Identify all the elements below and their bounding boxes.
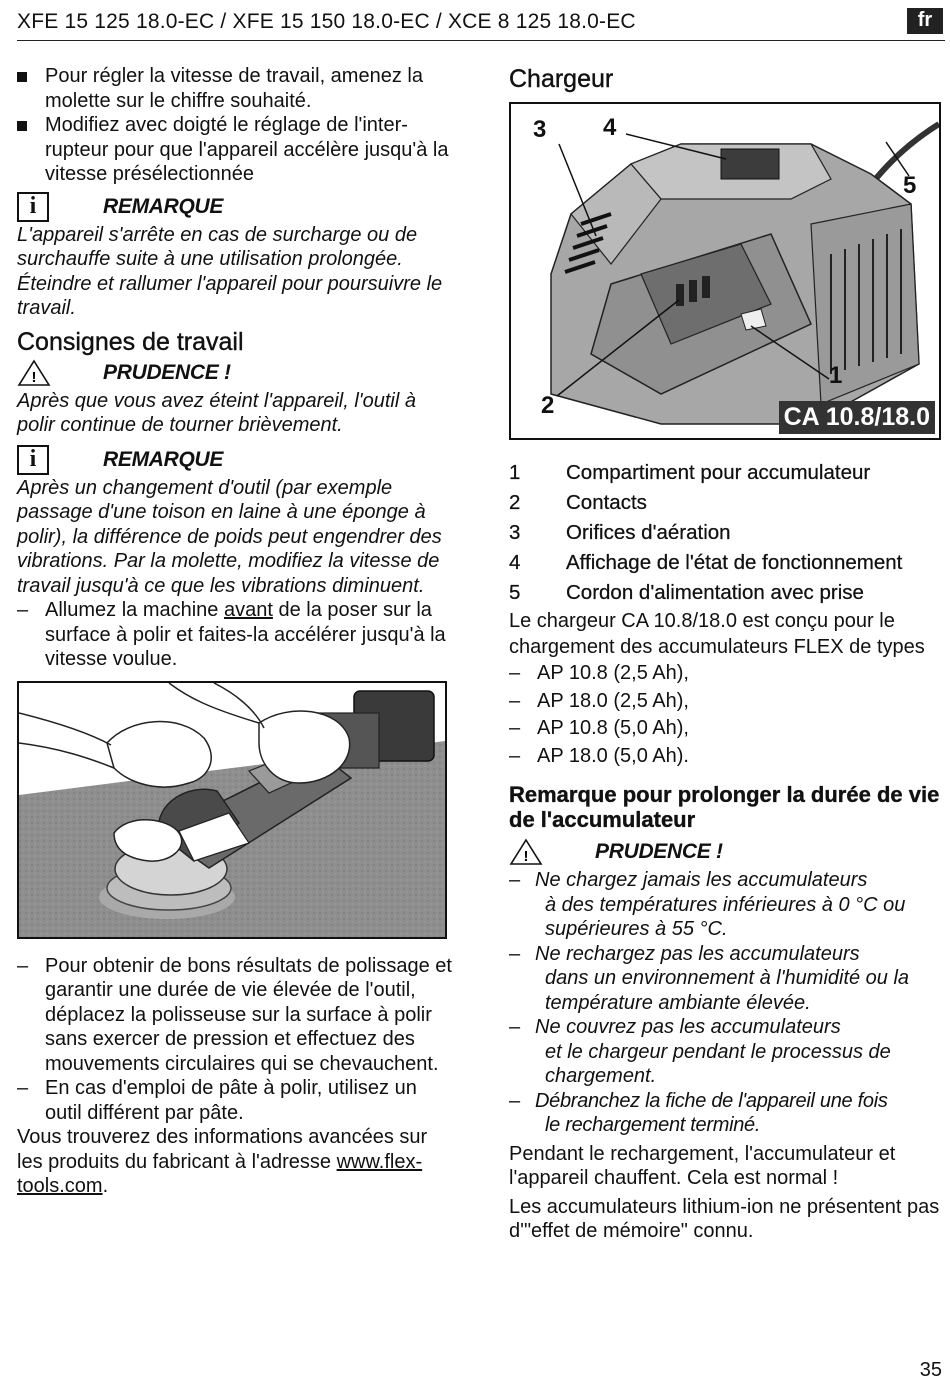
charger-intro: Le chargeur CA 10.8/18.0 est conçu pour le chargement des accumulateurs FLEX de types (509, 610, 925, 658)
subsection-heading: Remarque pour prolonger la durée de vie de l'accumulateur (509, 782, 940, 832)
dash-item: – Pour obtenir de bons résultats de polissage et garantir une durée de vie élevée de l'outil, déplacez la polisseuse sur la surface à polir sans exercer de pression et effectuez des mouvements circulaires qui se chevauchent. (17, 954, 452, 1075)
callout-number: 4 (603, 114, 617, 141)
caution-item: – Ne chargez jamais les accumulateurs à des températures inférieures à 0 °C ou supérieures à 55 °C. (509, 869, 906, 940)
legend-item: 4 Affichage de l'état de fonctionnement (509, 551, 903, 574)
legend-item: 2 Contacts (509, 491, 647, 514)
note-text: L'appareil s'arrête en cas de surcharge ou de surchauffe suite à une utilisation prolongée. Éteindre et rallumer l'appareil pour poursuivre le travail. (17, 223, 443, 319)
document-title: XFE 15 125 18.0-EC / XFE 15 150 18.0-EC / XCE 8 125 18.0-EC (17, 10, 636, 33)
legend-item: 1 Compartiment pour accumulateur (509, 461, 871, 484)
legend-item: 3 Orifices d'aération (509, 521, 731, 544)
square-bullet-icon (17, 72, 27, 82)
bullet-item: Modifiez avec doigté le réglage de l'inter-rupteur pour que l'appareil accélère jusqu'à la vitesse présélectionnée (17, 113, 457, 187)
charger-heading: Chargeur (509, 65, 614, 93)
info-icon: i (17, 192, 49, 222)
caution-item: – Débranchez la fiche de l'appareil une fois le rechargement terminé. (509, 1089, 888, 1136)
callout-number: 1 (829, 362, 843, 389)
bullet-item: Pour régler la vitesse de travail, amenez la molette sur le chiffre souhaité. (17, 64, 457, 113)
caution-header (509, 836, 944, 868)
manufacturer-link[interactable]: www.flex-tools.com (17, 1150, 423, 1197)
charger-illustration (509, 102, 941, 440)
info-icon: i (17, 445, 49, 475)
dash-item: – En cas d'emploi de pâte à polir, utilisez un outil différent par pâte. (17, 1077, 417, 1124)
dash-item: – Allumez la machine avant de la poser sur la surface à polir et faites-la accélérer jusqu'à la vitesse voulue. (17, 599, 446, 670)
svg-text:!: ! (523, 848, 529, 865)
section-heading: Consignes de travail (17, 327, 244, 356)
emphasis-underline: avant (223, 599, 273, 621)
page-number: 35 (919, 1359, 942, 1381)
caution-label: PRUDENCE ! (595, 840, 723, 863)
info-paragraph: Vous trouverez des informations avancées sur les produits du fabricant à l'adresse www.flex-tools.com. (17, 1126, 428, 1197)
note-label: REMARQUE (103, 447, 224, 471)
caution-text: Après que vous avez éteint l'appareil, l'outil à polir continue de tourner brièvement. (17, 389, 416, 436)
page-header (17, 8, 945, 41)
legend-item: 5 Cordon d'alimentation avec prise (509, 581, 864, 604)
note-text: Après un changement d'outil (par exemple passage d'une toison en laine à une éponge à polir), la différence de poids peut engendrer des vibrations. Par la molette, modifiez la vitesse de travail jusqu'à ce que les vibrations diminuent. (17, 476, 442, 597)
svg-text:!: ! (31, 368, 37, 386)
callout-number: 5 (903, 172, 917, 199)
note-header (17, 191, 457, 223)
caution-header (17, 357, 457, 389)
right-column (509, 64, 944, 1244)
legend-list (509, 458, 944, 608)
model-label: CA 10.8/18.0 (779, 401, 935, 434)
square-bullet-icon (17, 121, 27, 131)
warning-triangle-icon (17, 359, 51, 387)
polisher-illustration (17, 681, 447, 939)
warning-triangle-icon (509, 838, 543, 866)
battery-type-item: – AP 10.8 (2,5 Ah), (509, 662, 689, 684)
battery-type-item: – AP 10.8 (5,0 Ah), (509, 717, 689, 739)
caution-item: – Ne rechargez pas les accumulateurs dans un environnement à l'humidité ou la température ambiante élevée. (509, 942, 910, 1014)
paragraph: Les accumulateurs lithium-ion ne présentent pas d'"effet de mémoire" connu. (509, 1195, 940, 1242)
battery-type-item: – AP 18.0 (2,5 Ah), (509, 689, 689, 712)
caution-item: – Ne couvrez pas les accumulateurs et le chargeur pendant le processus de chargement. (509, 1016, 891, 1087)
battery-type-item: – AP 18.0 (5,0 Ah). (509, 744, 689, 767)
note-label: REMARQUE (103, 194, 224, 218)
note-header (17, 444, 457, 476)
callout-number: 2 (541, 392, 555, 419)
language-badge: fr (907, 8, 943, 34)
callout-number: 3 (533, 116, 547, 143)
caution-label: PRUDENCE ! (103, 360, 231, 384)
left-column (17, 64, 457, 1199)
paragraph: Pendant le rechargement, l'accumulateur et l'appareil chauffent. Cela est normal ! (509, 1142, 896, 1189)
